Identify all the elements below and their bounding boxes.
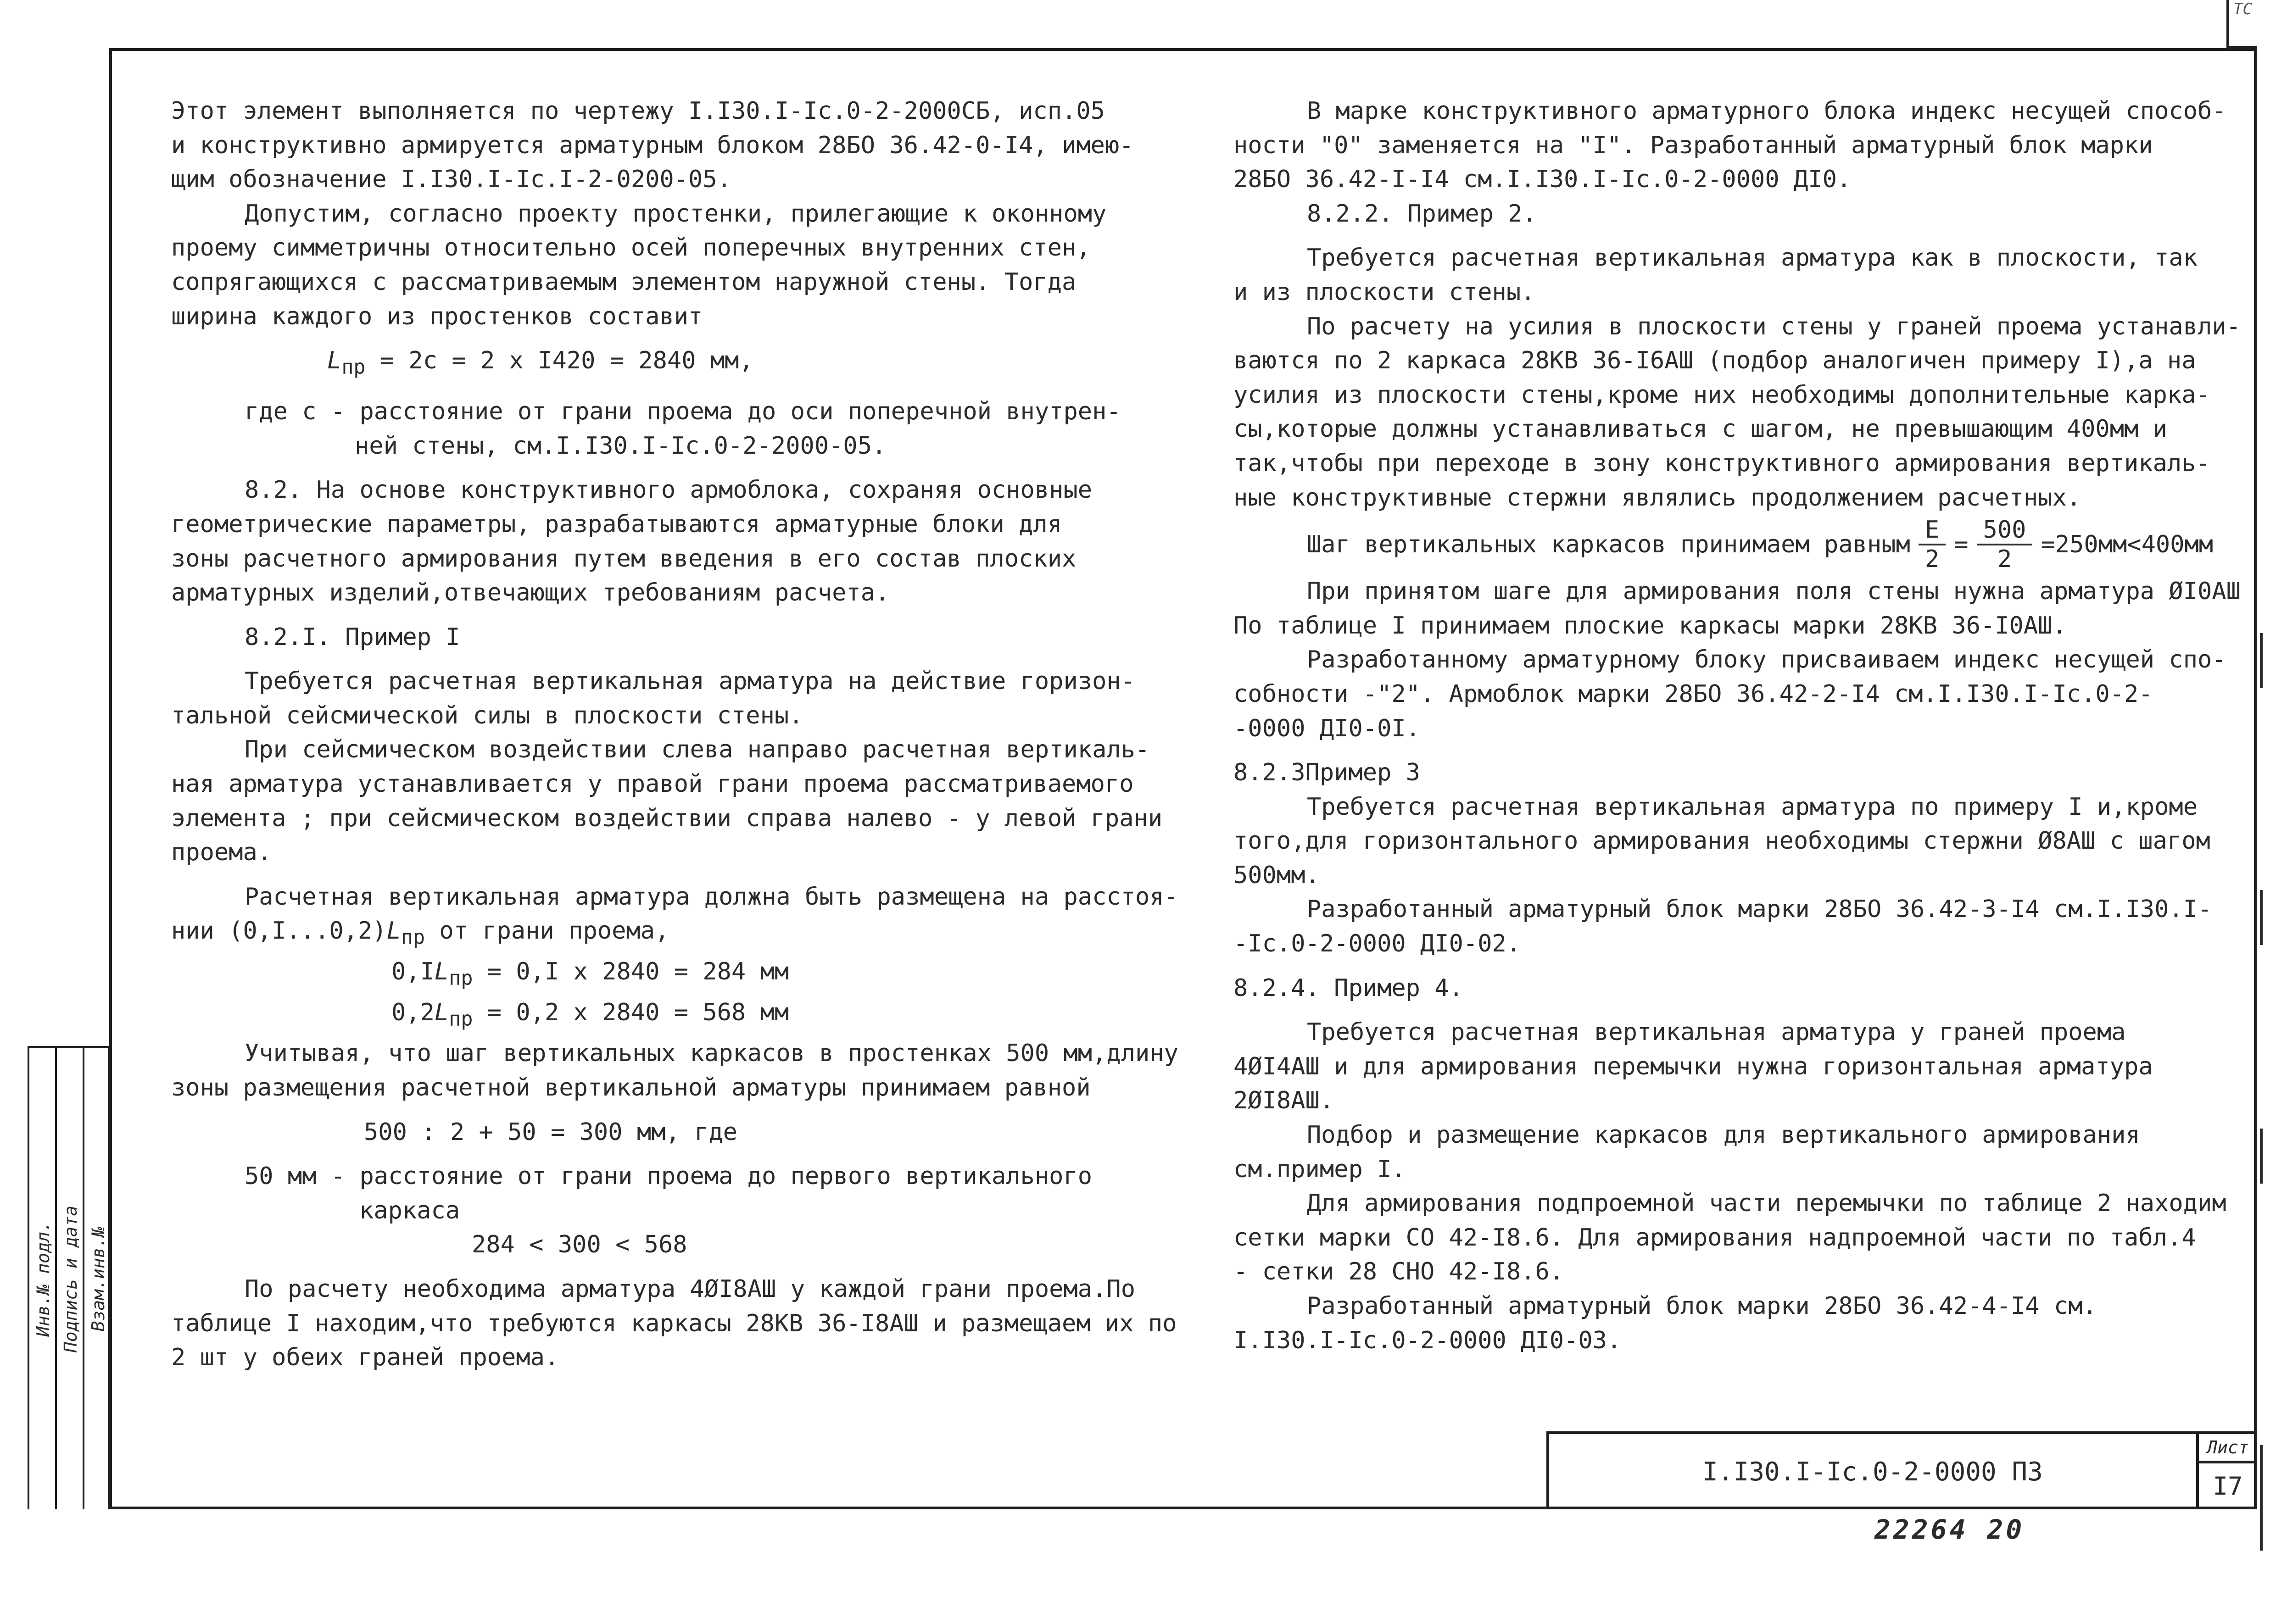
l-symbol: L	[327, 347, 342, 375]
text-line: По расчету необходима арматура 4ØI8АШ у каждой грани проема.По	[245, 1275, 1136, 1303]
text-line: так,чтобы при переходе в зону конструктивного армирования вертикаль-	[1233, 449, 2210, 477]
l-subscript: пр	[449, 967, 473, 990]
margin-col-3	[83, 1048, 112, 1509]
frac-num: 500	[1977, 516, 2033, 545]
right-column	[1233, 94, 2243, 1357]
formula-rest: = 2c = 2 x I420 = 2840 мм,	[365, 347, 753, 375]
text-line: ширина каждого из простенков составит	[171, 302, 703, 330]
margin-label-3: Взам.инв.№	[88, 1226, 108, 1331]
equals-sign: =	[1954, 530, 1969, 558]
text-line: сопрягающихся с рассматриваемым элементом наружной стены. Тогда	[171, 268, 1077, 296]
text-line: Расчетная вертикальная арматура должна быть размещена на расстоя-	[245, 883, 1178, 911]
corner-mark: ТС	[2226, 0, 2257, 48]
text-line: геометрические параметры, разрабатываются арматурные блоки для	[171, 510, 1062, 538]
frac-den: 2	[1924, 545, 1940, 573]
margin-tick	[2260, 1445, 2263, 1551]
l-symbol: L	[386, 917, 401, 945]
text-line: и из плоскости стены.	[1233, 278, 1535, 306]
text-line: тальной сейсмической силы в плоскости стены.	[171, 701, 803, 729]
text-line: зоны размещения расчетной вертикальной арматуры принимаем равной	[171, 1074, 1091, 1101]
fraction-500	[1977, 516, 2033, 573]
text-line: I.I30.I-Iс.0-2-0000 ДI0-03.	[1233, 1326, 1622, 1354]
margin-label-1: Инв.№ подл.	[33, 1221, 53, 1337]
text-line: Требуется расчетная вертикальная арматура у граней проема	[1307, 1018, 2126, 1046]
l-subscript: пр	[401, 926, 425, 949]
text-line: Для армирования подпроемной части перемычки по таблице 2 находим	[1307, 1190, 2226, 1218]
text-line: сетки марки СО 42-I8.6. Для армирования надпроемной части по табл.4	[1233, 1224, 2196, 1251]
text-line: щим обозначение I.I30.I-Iс.I-2-0200-05.	[171, 166, 731, 194]
text-line: Допустим, согласно проекту простенки, прилегающие к оконному	[245, 200, 1107, 228]
text-line: 28БО 36.42-I-I4 см.I.I30.I-Iс.0-2-0000 ДI0.	[1233, 166, 1852, 194]
text-line: ности "0" заменяется на "I". Разработанный арматурный блок марки	[1233, 131, 2153, 159]
text-line: см.пример I.	[1233, 1155, 1406, 1183]
text-line: Учитывая, что шаг вертикальных каркасов в простенках 500 мм,длину	[245, 1040, 1178, 1068]
l-subscript: пр	[341, 356, 366, 379]
text-line: сы,которые должны устанавливаться с шагом, не превышающим 400мм и	[1233, 415, 2167, 443]
formula-lpr	[171, 344, 1181, 384]
text-line: Разработанному арматурному блоку присваиваем индекс несущей спо-	[1307, 646, 2226, 674]
text-line: проема.	[171, 839, 272, 867]
text-line: где с - расстояние от грани проема до оси поперечной внутрен-	[245, 398, 1121, 426]
text-line: ная арматура устанавливается у правой грани проема рассматриваемого	[171, 770, 1134, 798]
text-line: зоны расчетного армирования путем введения в его состав плоских	[171, 545, 1077, 573]
left-column	[171, 94, 1181, 1375]
margin-col-1	[28, 1048, 57, 1509]
formula-rest: = 0,2 x 2840 = 568 мм	[473, 999, 789, 1027]
text-line: арматурных изделий,отвечающих требованиям расчета.	[171, 579, 890, 607]
margin-tick	[2260, 1129, 2263, 1184]
text-line: Подбор и размещение каркасов для вертикального армирования	[1307, 1121, 2140, 1149]
frac-den: 2	[1997, 545, 2012, 573]
formula-compare: 284 < 300 < 568	[472, 1231, 687, 1259]
title-block	[1546, 1431, 2257, 1509]
text-line: 50 мм - расстояние от грани проема до первого вертикального	[245, 1162, 1093, 1190]
step-formula	[1233, 515, 2243, 574]
text-line: элемента ; при сейсмическом воздействии справа налево - у левой грани	[171, 804, 1163, 832]
text-line: - сетки 28 СНО 42-I8.6.	[1233, 1258, 1564, 1286]
text-line: усилия из плоскости стены,кроме них необходимы дополнительные карка-	[1233, 381, 2210, 409]
text-line: -0000 ДI0-0I.	[1233, 714, 1420, 742]
text-line: 2ØI8АШ.	[1233, 1087, 1334, 1115]
formula-zone: 500 : 2 + 50 = 300 мм, где	[364, 1118, 737, 1146]
step-prefix: Шаг вертикальных каркасов принимаем равным	[1307, 530, 1910, 558]
text-line: В марке конструктивного арматурного блока индекс несущей способ-	[1307, 97, 2226, 125]
text-line: и конструктивно армируется арматурным блоком 28БО 36.42-0-I4, имею-	[171, 131, 1134, 159]
text-line: ней стены, см.I.I30.I-Iс.0-2-2000-05.	[355, 432, 887, 460]
margin-strip	[28, 1046, 110, 1509]
heading-example-3: 8.2.3Пример 3	[1233, 759, 1420, 787]
margin-label-2: Подпись и дата	[61, 1205, 81, 1352]
formula-prefix: 0,I	[391, 958, 435, 986]
document-code: I.I30.I-Iс.0-2-0000 ПЗ	[1702, 1457, 2043, 1487]
margin-col-2	[55, 1048, 84, 1509]
formula-rest: = 0,I x 2840 = 284 мм	[473, 958, 789, 986]
section-8-2: 8.2. На основе конструктивного армоблока, сохраняя основные	[245, 476, 1093, 504]
heading-example-1: 8.2.I. Пример I	[245, 623, 460, 651]
text-line: По расчету на усилия в плоскости стены у граней проема устанавли-	[1307, 312, 2241, 340]
fraction-e	[1919, 516, 1946, 573]
formula-prefix: нии (0,I...0,2)	[171, 917, 387, 945]
text-line: 4ØI4АШ и для армирования перемычки нужна горизонтальная арматура	[1233, 1052, 2153, 1080]
margin-tick	[2260, 633, 2263, 688]
text-line: При принятом шаге для армирования поля стены нужна арматура ØI0АШ	[1307, 578, 2241, 606]
text-line: Требуется расчетная вертикальная арматура на действие горизон-	[245, 667, 1136, 695]
text-line: -Iс.0-2-0000 ДI0-02.	[1233, 930, 1521, 958]
text-line: Этот элемент выполняется по чертежу I.I30.I-Iс.0-2-2000СБ, исп.05	[171, 97, 1105, 125]
l-subscript: пр	[449, 1007, 473, 1031]
text-line: Требуется расчетная вертикальная арматура как в плоскости, так	[1307, 244, 2198, 272]
text-line: ные конструктивные стержни являлись продолжением расчетных.	[1233, 484, 2081, 512]
document-number: 22264 20	[1874, 1514, 2025, 1545]
text-line: ваются по 2 каркаса 28КВ 36-I6АШ (подбор аналогичен примеру I),а на	[1233, 347, 2196, 375]
l-symbol: L	[434, 958, 449, 986]
text-line: Разработанный арматурный блок марки 28БО 36.42-3-I4 см.I.I30.I-	[1307, 895, 2212, 923]
formula-rest: от грани проема,	[425, 917, 669, 945]
frac-num: Е	[1919, 516, 1946, 545]
text-line: проему симметричны относительно осей поперечных внутренних стен,	[171, 234, 1091, 262]
text-line: собности -"2". Армоблок марки 28БО 36.42-2-I4 см.I.I30.I-Iс.0-2-	[1233, 680, 2153, 708]
formula-prefix: 0,2	[391, 999, 435, 1027]
text-line: 500мм.	[1233, 861, 1320, 889]
l-symbol: L	[434, 999, 449, 1027]
sheet-label: Лист	[2199, 1434, 2257, 1463]
text-line: каркаса	[359, 1196, 460, 1224]
text-line: того,для горизонтального армирования необходимы стержни Ø8АШ с шагом	[1233, 827, 2210, 855]
sheet-cell	[2196, 1434, 2257, 1509]
text-line: По таблице I принимаем плоские каркасы марки 28КВ 36-I0АШ.	[1233, 612, 2067, 640]
formula-02	[171, 996, 1181, 1036]
text-line: 2 шт у обеих граней проема.	[171, 1344, 559, 1372]
heading-example-2: 8.2.2. Пример 2.	[1307, 200, 1537, 228]
text-line: Требуется расчетная вертикальная арматура по примеру I и,кроме	[1307, 793, 2198, 821]
text-line: таблице I находим,что требуются каркасы 28КВ 36-I8АШ и размещаем их по	[171, 1309, 1177, 1337]
formula-range	[171, 914, 1181, 955]
formula-01	[171, 955, 1181, 996]
margin-tick	[2260, 890, 2263, 945]
sheet-number: I7	[2213, 1472, 2243, 1501]
heading-example-4: 8.2.4. Пример 4.	[1233, 974, 1463, 1002]
step-result: =250мм<400мм	[2041, 530, 2214, 558]
text-line: При сейсмическом воздействии слева направо расчетная вертикаль-	[245, 736, 1150, 764]
text-line: Разработанный арматурный блок марки 28БО 36.42-4-I4 см.	[1307, 1292, 2097, 1320]
